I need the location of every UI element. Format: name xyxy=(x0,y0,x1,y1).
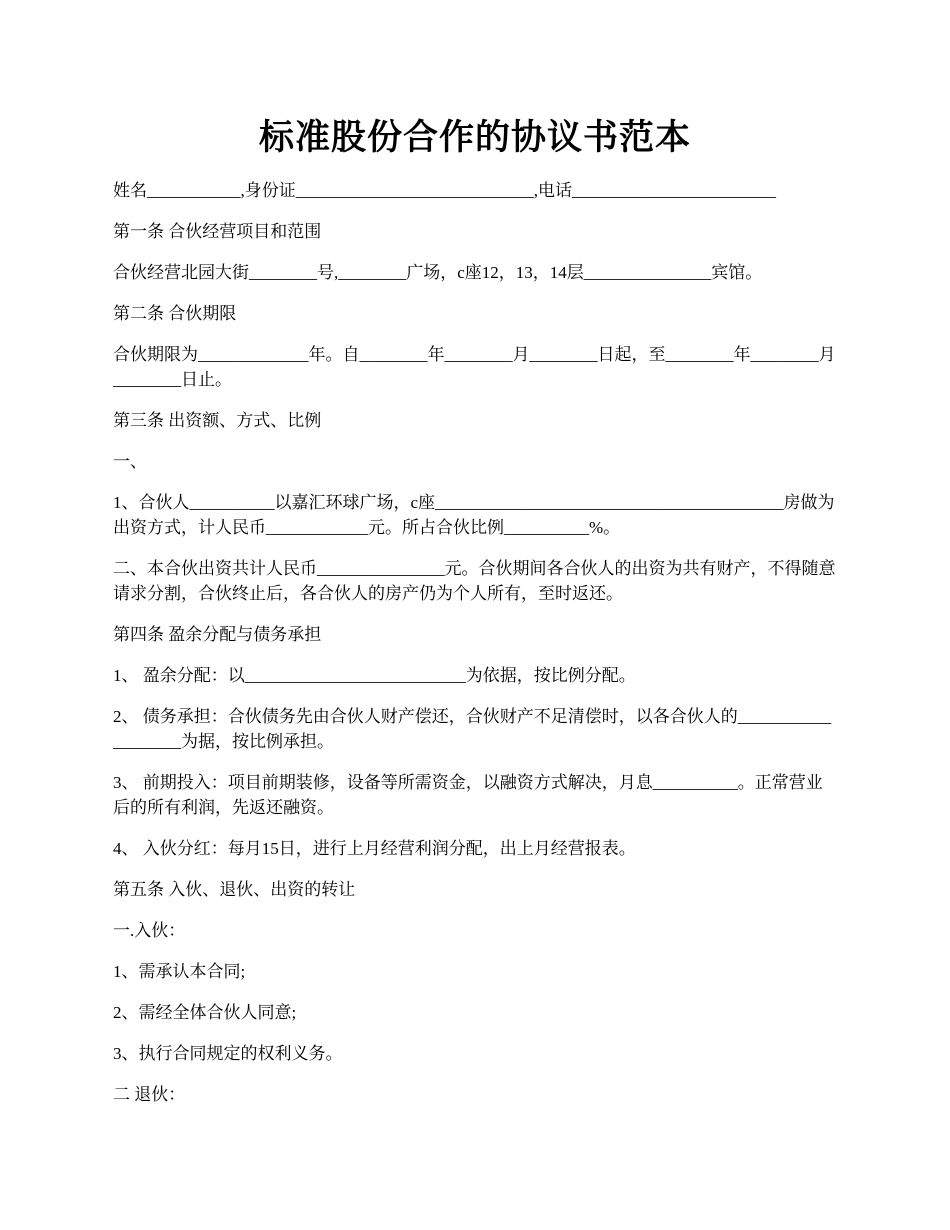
article-3-section-2: 二、本合伙出资共计人民币_______________元。合伙期间各合伙人的出资为共有财产，不得随意请求分割，合伙终止后，各合伙人的房产仍为个人所有，至时返还。 xyxy=(113,559,836,603)
article-3-heading: 第三条 出资额、方式、比例 xyxy=(113,411,322,430)
article-2-text: 合伙期限为_____________年。自________年________月________日起，至________年________月________日止。 xyxy=(113,345,836,389)
article-3-section-1-label: 一、 xyxy=(113,452,147,471)
article-5-item-3: 3、执行合同规定的权利义务。 xyxy=(113,1044,343,1063)
article-5-item-2: 2、需经全体合伙人同意; xyxy=(113,1003,297,1022)
party-info-line: 姓名___________,身份证____________________________,电话________________________ xyxy=(113,181,776,200)
document-body xyxy=(113,178,838,1123)
article-4-heading: 第四条 盈余分配与债务承担 xyxy=(113,625,322,644)
article-4-item-4: 4、 入伙分红：每月15日，进行上月经营利润分配，出上月经营报表。 xyxy=(113,839,636,858)
article-3-item-1: 1、合伙人__________以嘉汇环球广场，c座_________________________________________房做为出资方式，计人民币____________元。所占合伙比例__________%。 xyxy=(113,493,835,537)
article-4-item-3: 3、 前期投入：项目前期装修，设备等所需资金，以融资方式解决，月息__________。正常营业后的所有利润，先返还融资。 xyxy=(113,773,823,817)
article-5-section-2-label: 二 退伙： xyxy=(113,1085,186,1104)
article-4-item-1: 1、 盈余分配：以__________________________为依据，按比例分配。 xyxy=(113,666,636,685)
article-2-heading: 第二条 合伙期限 xyxy=(113,304,237,323)
article-1-heading: 第一条 合伙经营项目和范围 xyxy=(113,222,322,241)
article-5-item-1: 1、需承认本合同; xyxy=(113,962,246,981)
article-1-text: 合伙经营北园大街________号,________广场，c座12，13，14层_______________宾馆。 xyxy=(113,263,763,282)
document-title: 标准股份合作的协议书范本 xyxy=(258,118,691,157)
article-5-section-1-label: 一.入伙： xyxy=(113,921,186,940)
article-5-heading: 第五条 入伙、退伙、出资的转让 xyxy=(113,880,356,899)
article-4-item-2: 2、 债务承担：合伙债务先由合伙人财产偿还，合伙财产不足清偿时，以各合伙人的___________________为据，按比例承担。 xyxy=(113,707,832,751)
